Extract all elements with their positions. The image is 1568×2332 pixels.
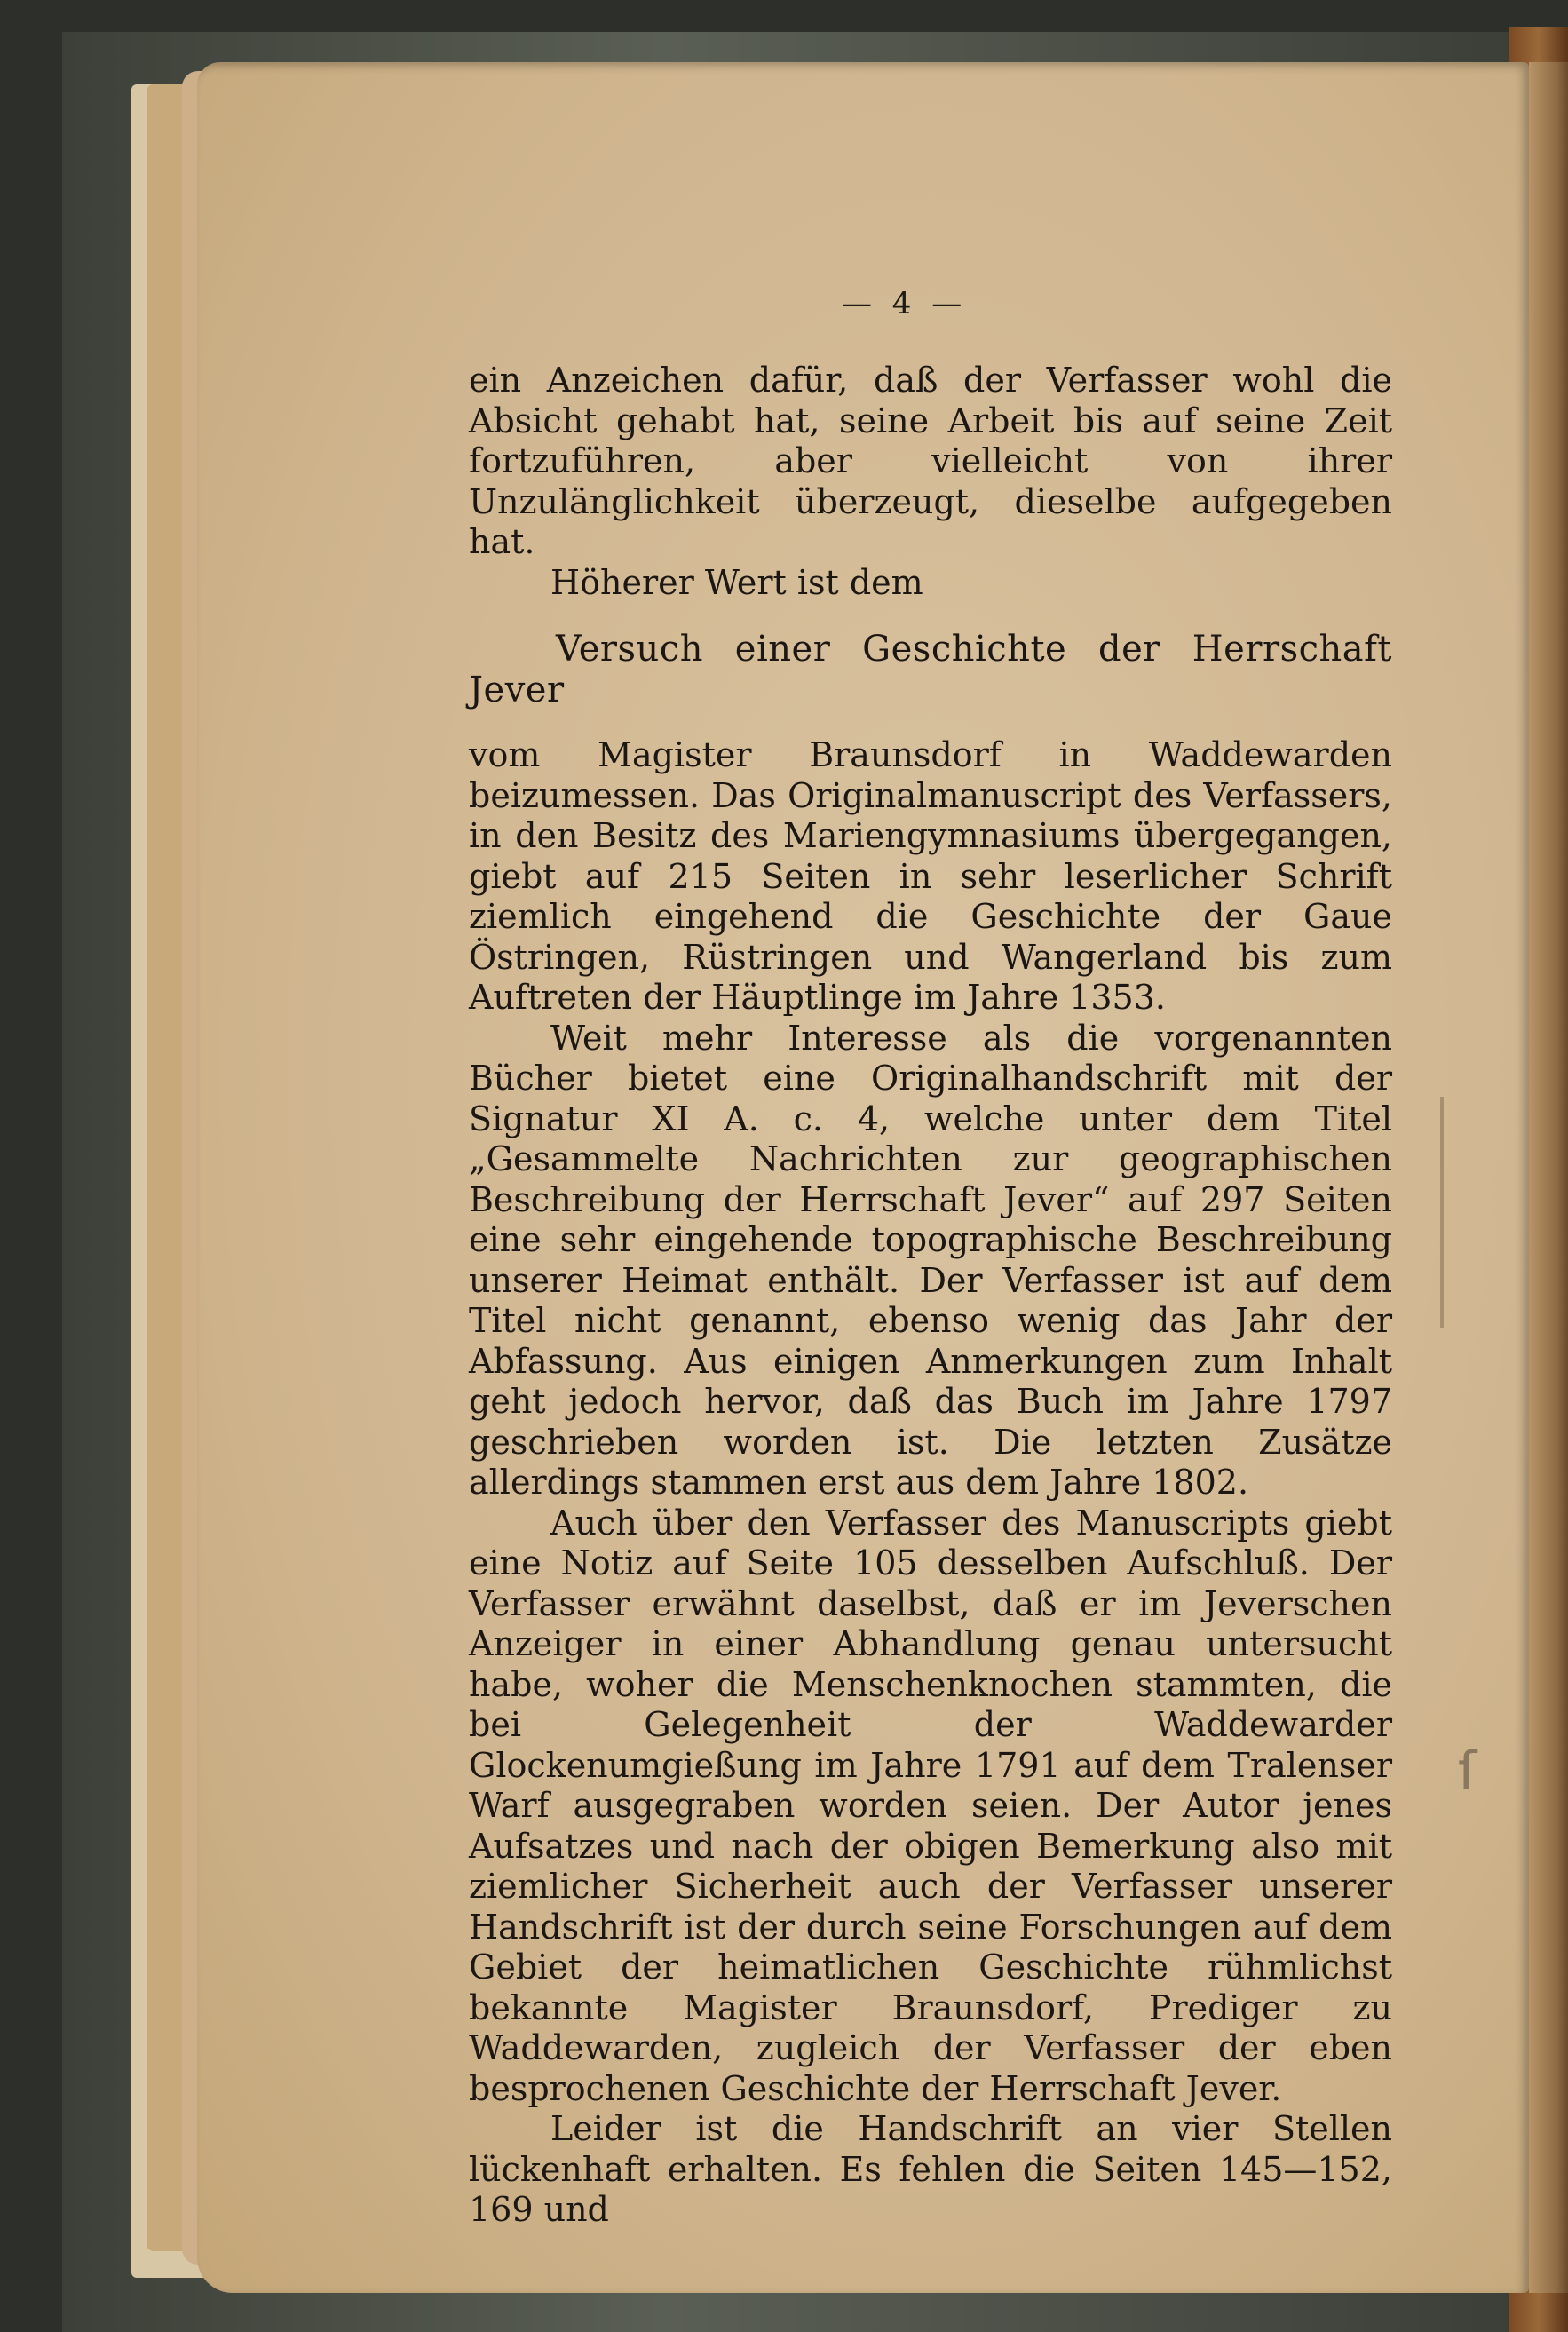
page-number: — 4 —	[842, 286, 968, 321]
paragraph-4: Weit mehr Interesse als die vorgenannten Bücher bietet eine Originalhandschrift mit der Signatur XI A. c. 4, welche unter dem Titel „Gesammelte Nachrichten zur geographischen Beschreibung der Herrschaft Jever“ auf 297 Seiten eine sehr eingehende topographische Beschreibung unserer Heimat enthält. Der Verfasser ist auf dem Titel nicht genannt, ebenso wenig das Jahr der Abfassung. Aus einigen Anmerkungen zum Inhalt geht jedoch hervor, daß das Buch im Jahre 1797 geschrieben worden ist. Die letzten Zusätze allerdings stammen erst aus dem Jahre 1802.	[469, 1018, 1392, 1502]
paragraph-1: ein Anzeichen dafür, daß der Verfasser wohl die Absicht gehabt hat, seine Arbeit bis auf seine Zeit fortzuführen, aber vielleicht von ihrer Unzulänglichkeit überzeugt, dieselbe aufgegeben hat.	[469, 361, 1392, 561]
paragraph-2: Höherer Wert ist dem	[550, 562, 923, 602]
paragraph-6: Leider ist die Handschrift an vier Stellen lückenhaft erhalten. Es fehlen die Seiten 145—152, 169 und	[469, 2109, 1392, 2229]
page-text	[469, 361, 1392, 2231]
paragraph-3: vom Magister Braunsdorf in Waddewarden beizumessen. Das Originalmanuscript des Verfassers, in den Besitz des Mariengymnasiums übergegangen, giebt auf 215 Seiten in sehr leserlicher Schrift ziemlich eingehend die Geschichte der Gaue Östringen, Rüstringen und Wangerland bis zum Auftreten der Häuptlinge im Jahre 1353.	[469, 735, 1392, 1017]
book-title-line: Versuch einer Geschichte der Herrschaft Jever	[469, 629, 1392, 710]
paragraph-5: Auch über den Verfasser des Manuscripts giebt eine Notiz auf Seite 105 desselben Aufschluß. Der Verfasser erwähnt daselbst, daß er im Jeverschen Anzeiger in einer Abhandlung genau untersucht habe, woher die Menschenknochen stammten, die bei Gelegenheit der Waddewarder Glockenumgießung im Jahre 1791 auf dem Tralenser Warf ausgegraben worden seien. Der Autor jenes Aufsatzes und nach der obigen Bemerkung also mit ziemlicher Sicherheit auch der Verfasser unserer Handschrift ist der durch seine Forschungen auf dem Gebiet der heimatlichen Geschichte rühmlichst bekannte Magister Braunsdorf, Prediger zu Waddewarden, zugleich der Verfasser der eben besprochenen Geschichte der Herrschaft Jever.	[469, 1503, 1392, 2108]
page-gutter	[1529, 62, 1568, 2293]
margin-pencil-line	[1440, 1097, 1444, 1328]
margin-pencil-mark: ſ	[1458, 1741, 1477, 1803]
